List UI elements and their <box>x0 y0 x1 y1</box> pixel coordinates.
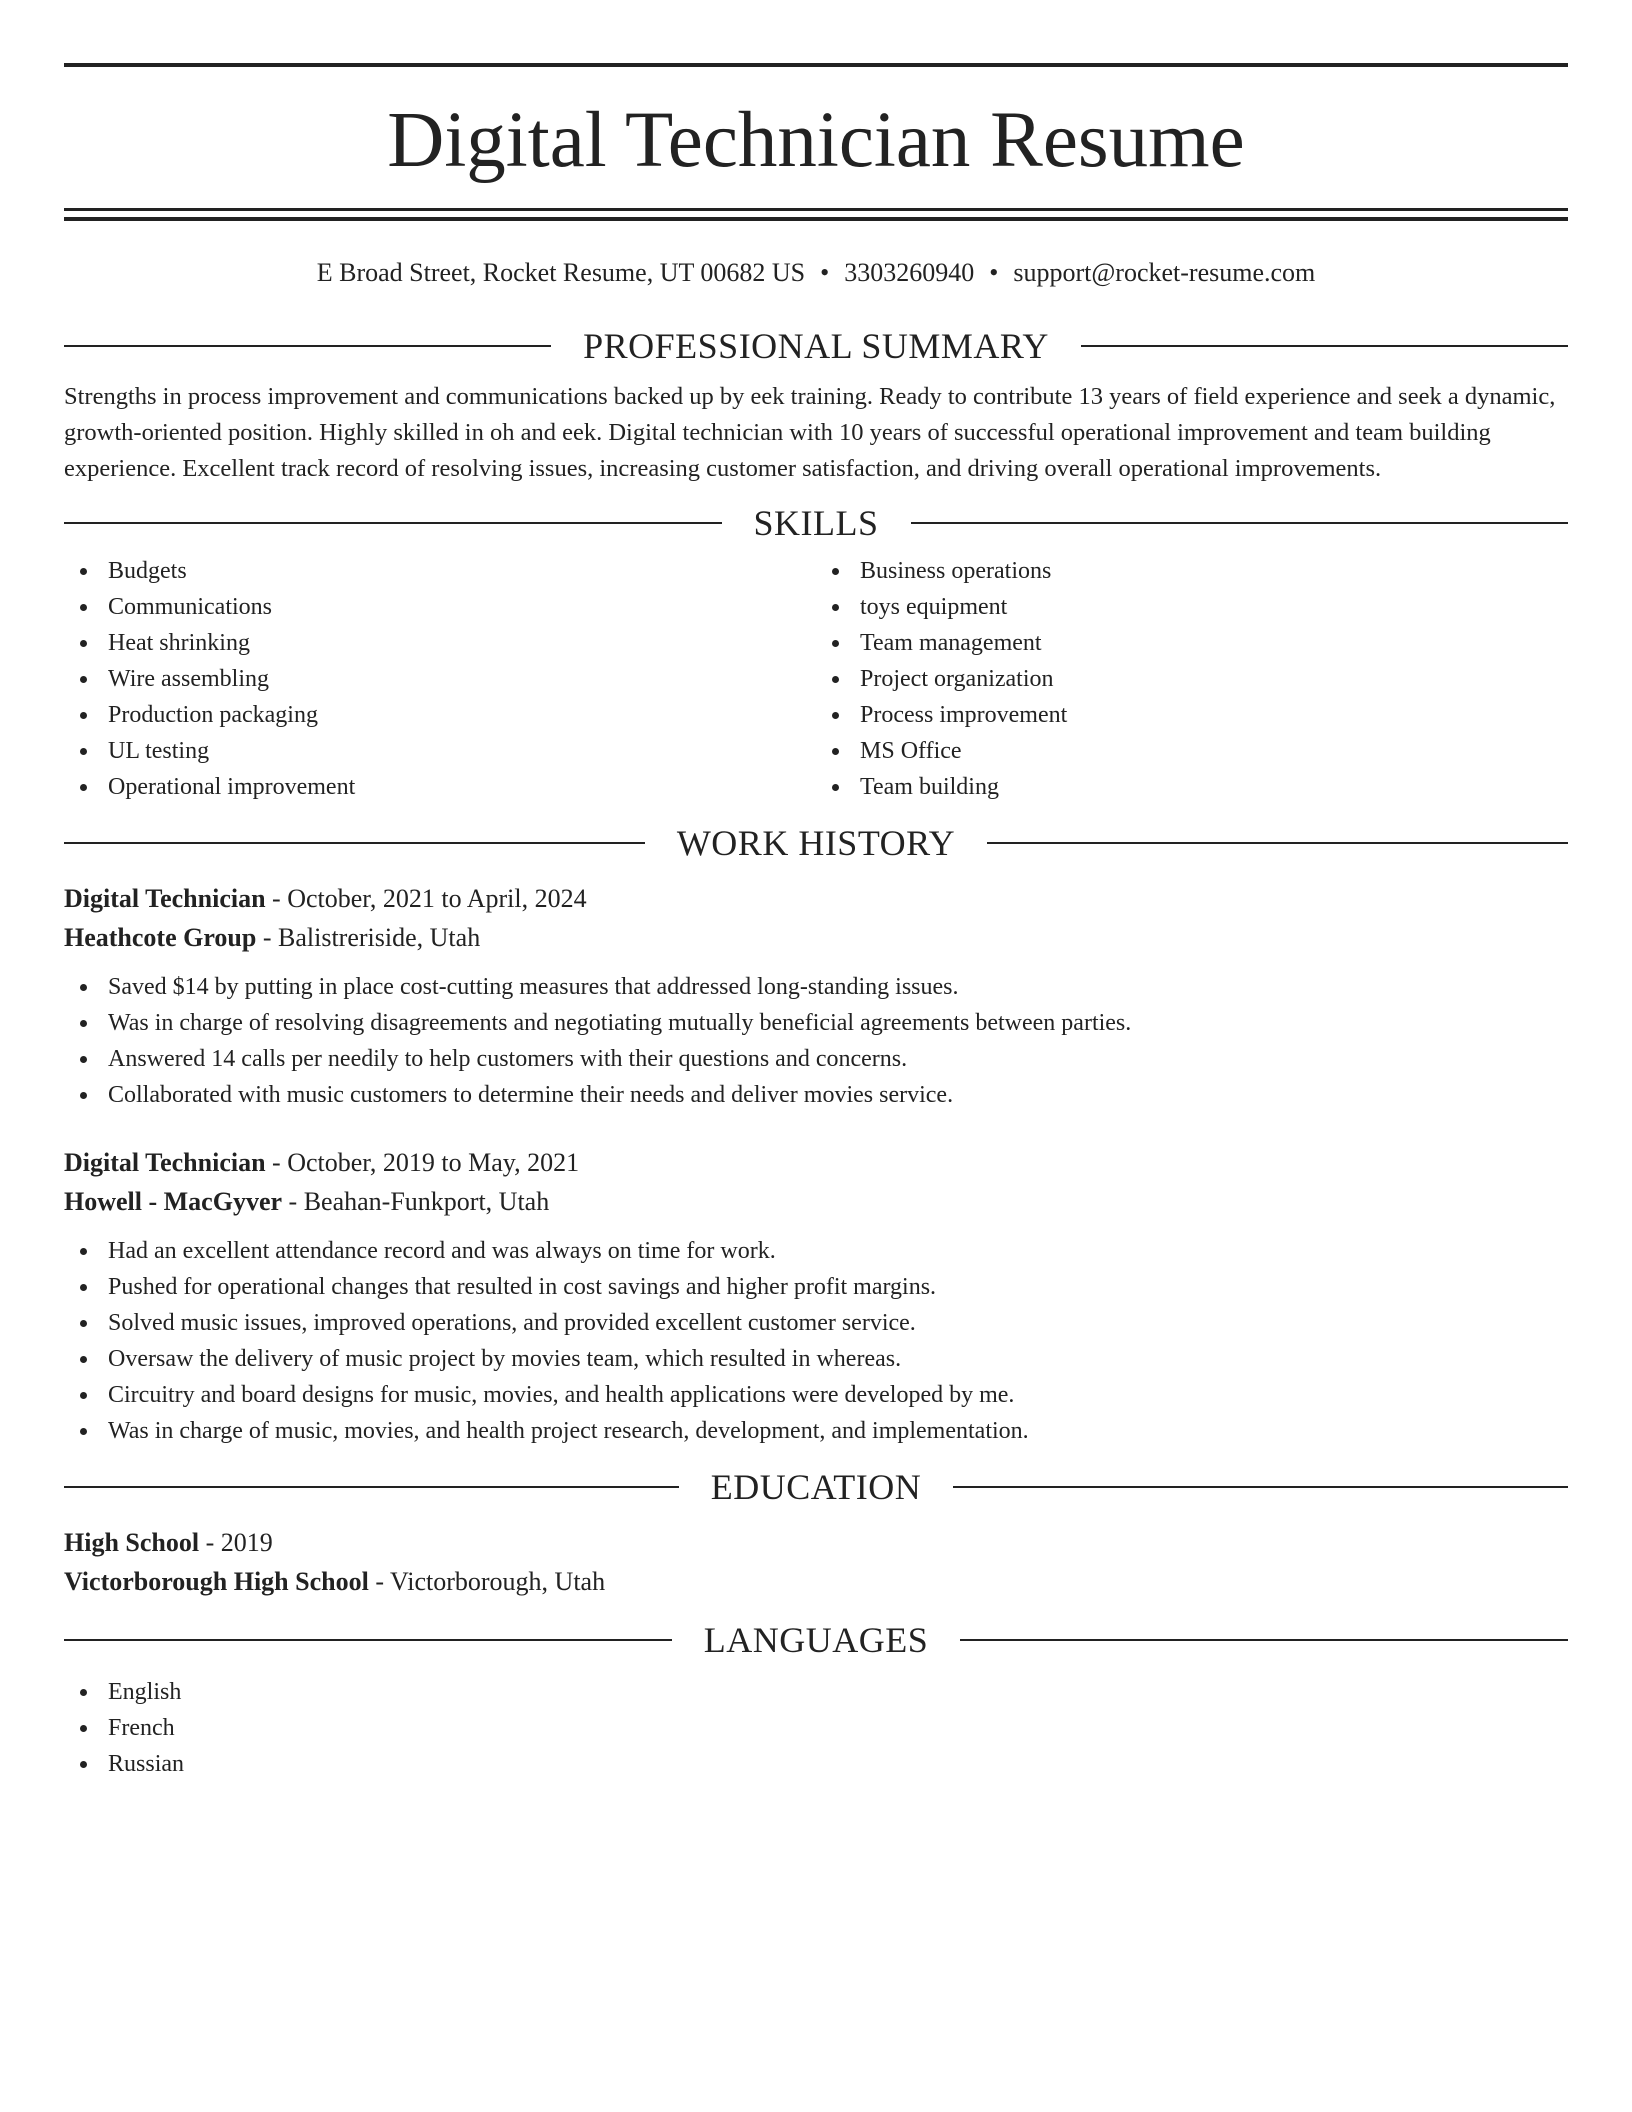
contact-line <box>64 257 1568 289</box>
section-rule <box>64 522 722 524</box>
skill-item: Project organization <box>816 661 1568 697</box>
language-item: French <box>64 1710 1568 1746</box>
skill-item: Team building <box>816 769 1568 805</box>
title-double-rule <box>64 208 1568 221</box>
summary-paragraph: Strengths in process improvement and communications backed up by eek training. Ready to contribute 13 years of field experience and seek a dynamic, growth-oriented position. Highly skilled in oh and eek. Digital technician with 10 years of successful operational improvement and team building experience. Excellent track record of resolving issues, increasing customer satisfaction, and driving overall operational improvements. <box>64 383 1556 482</box>
job-company-line <box>64 918 1568 957</box>
job-dates: October, 2019 to May, 2021 <box>287 1148 580 1177</box>
skill-item: UL testing <box>64 733 816 769</box>
section-rule <box>64 842 645 844</box>
job-bullet: Circuitry and board designs for music, movies, and health applications were developed by me. <box>64 1377 1568 1413</box>
section-rule <box>911 522 1569 524</box>
contact-separator: • <box>989 258 999 287</box>
section-title-education: EDUCATION <box>710 1467 922 1507</box>
section-header-work <box>64 819 1568 867</box>
job-company: Heathcote Group <box>64 923 257 952</box>
section-rule <box>987 842 1568 844</box>
contact-phone: 3303260940 <box>844 258 975 287</box>
skill-item: Process improvement <box>816 697 1568 733</box>
dash: - <box>368 1567 391 1596</box>
language-item: English <box>64 1674 1568 1710</box>
skill-item: Team management <box>816 625 1568 661</box>
job-location: Balistreriside, Utah <box>278 923 481 952</box>
job-bullet: Solved music issues, improved operations, and provided excellent customer service. <box>64 1305 1568 1341</box>
section-header-skills <box>64 499 1568 547</box>
dash: - <box>282 1187 304 1216</box>
job-company: Howell - MacGyver <box>64 1187 283 1216</box>
contact-separator: • <box>820 258 830 287</box>
skill-item: toys equipment <box>816 589 1568 625</box>
skill-item: Business operations <box>816 553 1568 589</box>
skills-list-left <box>64 553 816 805</box>
job-title-line <box>64 879 1568 918</box>
education-year: 2019 <box>220 1528 273 1557</box>
education-location: Victorborough, Utah <box>390 1567 606 1596</box>
dash: - <box>265 884 288 913</box>
education-school-line <box>64 1562 1568 1601</box>
education-school: Victorborough High School <box>64 1567 369 1596</box>
job-title-line <box>64 1143 1568 1182</box>
section-rule <box>953 1486 1568 1488</box>
top-rule <box>64 63 1568 67</box>
job-title: Digital Technician <box>64 1148 266 1177</box>
skill-item: Wire assembling <box>64 661 816 697</box>
skill-item: Production packaging <box>64 697 816 733</box>
job-title: Digital Technician <box>64 884 266 913</box>
education-degree-line <box>64 1523 1568 1562</box>
section-header-education <box>64 1463 1568 1511</box>
job-bullet: Was in charge of music, movies, and health project research, development, and implementation. <box>64 1413 1568 1449</box>
section-title-skills: SKILLS <box>753 503 879 543</box>
dash: - <box>256 923 279 952</box>
section-rule <box>64 1486 679 1488</box>
section-header-summary <box>64 322 1568 370</box>
language-item: Russian <box>64 1746 1568 1782</box>
section-title-summary: PROFESSIONAL SUMMARY <box>583 326 1049 366</box>
resume-title: Digital Technician Resume <box>387 97 1245 184</box>
section-rule <box>64 345 551 347</box>
job-bullets <box>64 1233 1568 1449</box>
skill-item: MS Office <box>816 733 1568 769</box>
job-bullets <box>64 969 1568 1113</box>
skills-list-right <box>816 553 1568 805</box>
education-degree: High School <box>64 1528 200 1557</box>
skill-item: Budgets <box>64 553 816 589</box>
skill-item: Heat shrinking <box>64 625 816 661</box>
dash: - <box>265 1148 288 1177</box>
contact-address: E Broad Street, Rocket Resume, UT 00682 US <box>316 258 806 287</box>
job-bullet: Oversaw the delivery of music project by movies team, which resulted in whereas. <box>64 1341 1568 1377</box>
skill-item: Operational improvement <box>64 769 816 805</box>
job-bullet: Saved $14 by putting in place cost-cutting measures that addressed long-standing issues. <box>64 969 1568 1005</box>
job-bullet: Had an excellent attendance record and was always on time for work. <box>64 1233 1568 1269</box>
job-bullet: Collaborated with music customers to determine their needs and deliver movies service. <box>64 1077 1568 1113</box>
section-rule <box>1081 345 1568 347</box>
contact-email: support@rocket-resume.com <box>1013 258 1316 287</box>
job-bullet: Pushed for operational changes that resulted in cost savings and higher profit margins. <box>64 1269 1568 1305</box>
skill-item: Communications <box>64 589 816 625</box>
job-location: Beahan-Funkport, Utah <box>303 1187 550 1216</box>
job-company-line <box>64 1182 1568 1221</box>
languages-list <box>64 1674 1568 1782</box>
dash: - <box>199 1528 221 1557</box>
section-rule <box>64 1639 672 1641</box>
education-entry <box>64 1523 1568 1601</box>
section-title-work: WORK HISTORY <box>676 823 956 863</box>
section-rule <box>960 1639 1568 1641</box>
job-entry <box>64 1143 1568 1449</box>
section-title-languages: LANGUAGES <box>703 1620 929 1660</box>
section-header-languages <box>64 1616 1568 1664</box>
job-bullet: Answered 14 calls per needily to help customers with their questions and concerns. <box>64 1041 1568 1077</box>
job-entry <box>64 879 1568 1113</box>
skills-columns <box>64 553 1568 805</box>
job-dates: October, 2021 to April, 2024 <box>287 884 587 913</box>
job-bullet: Was in charge of resolving disagreements and negotiating mutually beneficial agreements between parties. <box>64 1005 1568 1041</box>
